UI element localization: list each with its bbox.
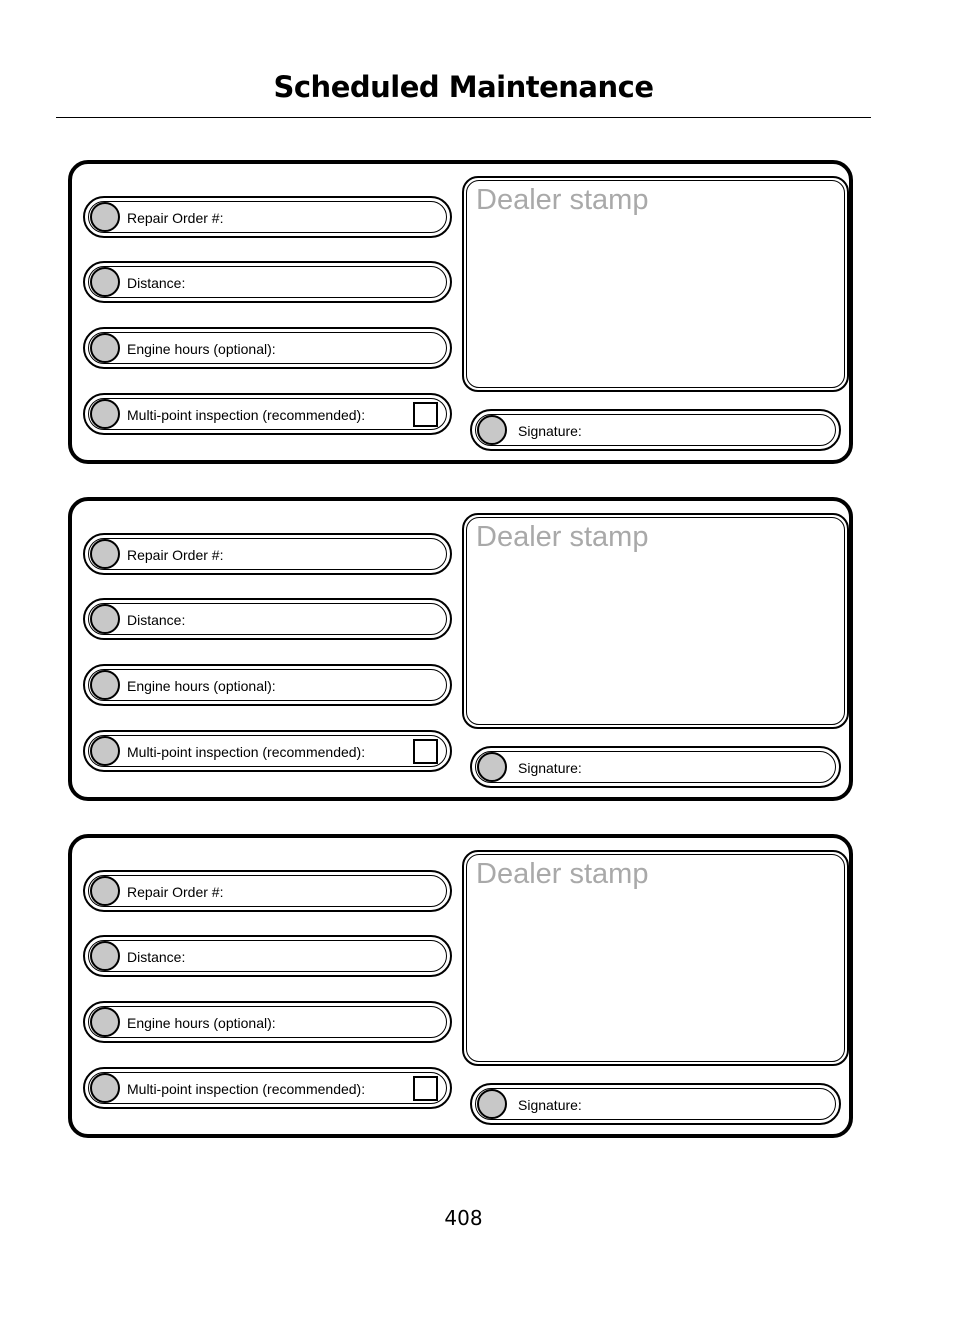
circle-bullet-icon	[477, 415, 507, 445]
repair-order-label: Repair Order #:	[127, 547, 224, 563]
inspection-checkbox[interactable]	[413, 402, 438, 427]
circle-bullet-icon	[90, 399, 120, 429]
dealer-stamp-box[interactable]	[462, 850, 849, 1066]
maintenance-record-3	[68, 834, 853, 1138]
distance-label: Distance:	[127, 612, 186, 628]
distance-label: Distance:	[127, 275, 186, 291]
engine-hours-field[interactable]	[83, 1001, 452, 1043]
distance-label: Distance:	[127, 949, 186, 965]
circle-bullet-icon	[90, 736, 120, 766]
circle-bullet-icon	[90, 202, 120, 232]
inspection-label: Multi-point inspection (recommended):	[127, 407, 366, 423]
inspection-field	[83, 730, 452, 772]
repair-order-label: Repair Order #:	[127, 210, 224, 226]
title-divider	[56, 117, 871, 118]
circle-bullet-icon	[90, 670, 120, 700]
inspection-label: Multi-point inspection (recommended):	[127, 744, 366, 760]
repair-order-field[interactable]	[83, 870, 452, 912]
circle-bullet-icon	[90, 333, 120, 363]
inspection-label: Multi-point inspection (recommended):	[127, 1081, 366, 1097]
engine-hours-field[interactable]	[83, 327, 452, 369]
inspection-field	[83, 1067, 452, 1109]
circle-bullet-icon	[477, 1089, 507, 1119]
page-title: Scheduled Maintenance	[273, 70, 654, 104]
circle-bullet-icon	[477, 752, 507, 782]
circle-bullet-icon	[90, 539, 120, 569]
repair-order-field[interactable]	[83, 196, 452, 238]
circle-bullet-icon	[90, 876, 120, 906]
signature-field[interactable]	[470, 1083, 841, 1125]
repair-order-label: Repair Order #:	[127, 884, 224, 900]
circle-bullet-icon	[90, 267, 120, 297]
dealer-stamp-label: Dealer stamp	[476, 521, 649, 553]
signature-label: Signature:	[518, 760, 582, 776]
circle-bullet-icon	[90, 1007, 120, 1037]
circle-bullet-icon	[90, 1073, 120, 1103]
signature-field[interactable]	[470, 409, 841, 451]
dealer-stamp-label: Dealer stamp	[476, 184, 649, 216]
inspection-checkbox[interactable]	[413, 1076, 438, 1101]
signature-field[interactable]	[470, 746, 841, 788]
dealer-stamp-box[interactable]	[462, 513, 849, 729]
engine-hours-label: Engine hours (optional):	[127, 678, 276, 694]
distance-field[interactable]	[83, 261, 452, 303]
dealer-stamp-label: Dealer stamp	[476, 858, 649, 890]
maintenance-record-2	[68, 497, 853, 801]
page-number: 408	[444, 1206, 483, 1230]
engine-hours-label: Engine hours (optional):	[127, 341, 276, 357]
signature-label: Signature:	[518, 1097, 582, 1113]
circle-bullet-icon	[90, 941, 120, 971]
engine-hours-label: Engine hours (optional):	[127, 1015, 276, 1031]
distance-field[interactable]	[83, 598, 452, 640]
inspection-field	[83, 393, 452, 435]
signature-label: Signature:	[518, 423, 582, 439]
maintenance-record-1	[68, 160, 853, 464]
distance-field[interactable]	[83, 935, 452, 977]
inspection-checkbox[interactable]	[413, 739, 438, 764]
repair-order-field[interactable]	[83, 533, 452, 575]
dealer-stamp-box[interactable]	[462, 176, 849, 392]
engine-hours-field[interactable]	[83, 664, 452, 706]
circle-bullet-icon	[90, 604, 120, 634]
